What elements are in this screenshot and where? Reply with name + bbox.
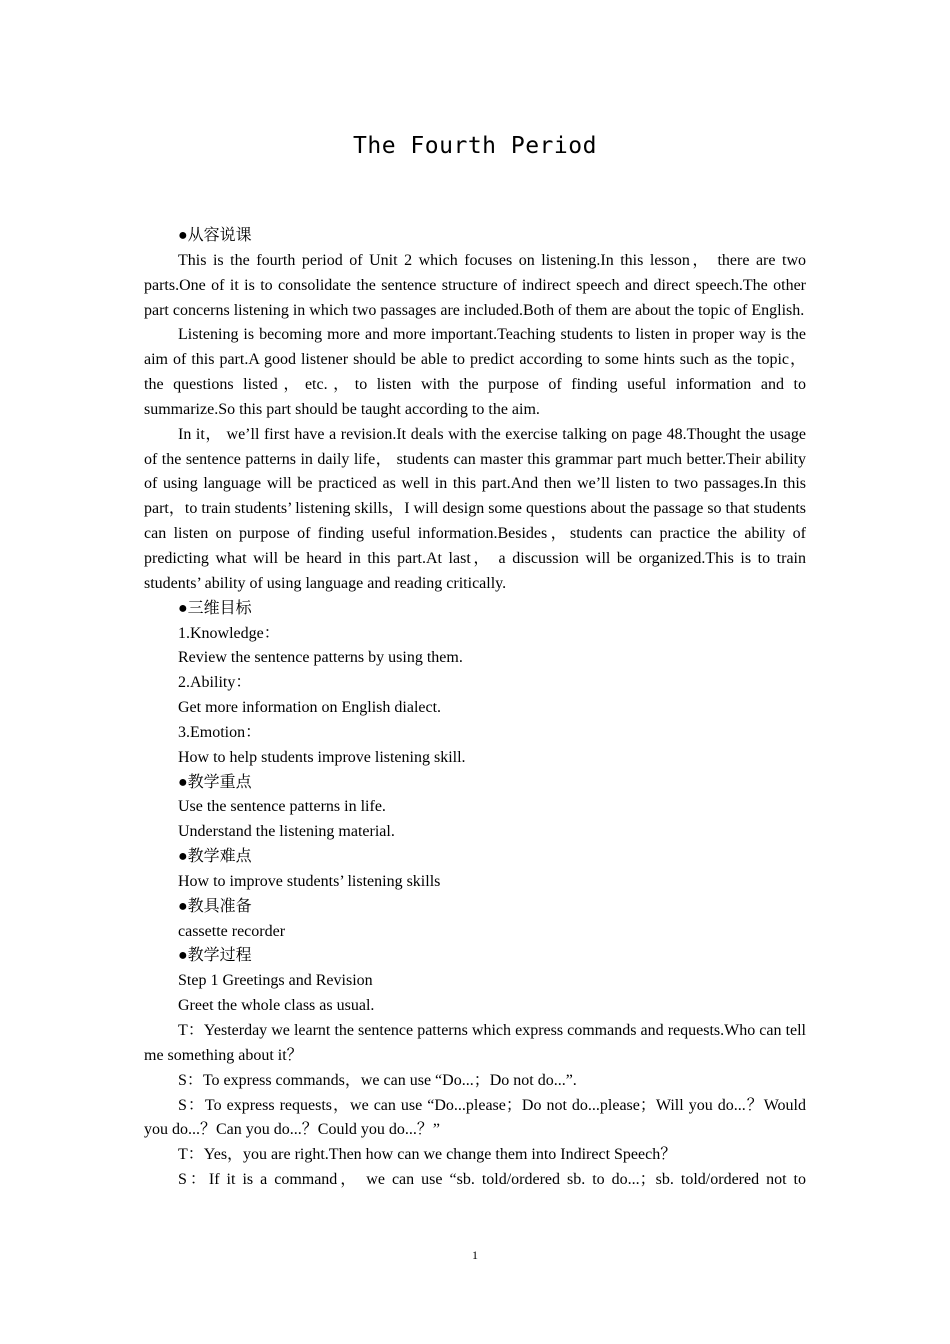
paragraph-revision: In it， we’ll first have a revision.It deals with the exercise talking on page 48.Thought the usage of the sentence patterns in daily life， students can master this grammar part much better.Their ability of using language will be practiced as well in this part.And then we’ll listen to two passages.In this part，to train students’ listening skills，I will design some questions about the passage so that students can listen on purpose of finding useful information.Besides，students can practice the ability of predicting what will be heard in this part.At last， a discussion will be organized.This is to train students’ ability of using language and reading critically. — [144, 425, 807, 592]
section-heading-objectives: ●三维目标 — [178, 599, 252, 617]
section-heading-difficulties: ●教学难点 — [178, 848, 252, 866]
page-number: 1 — [472, 1248, 478, 1262]
dialogue-line: S：To express requests，we can use “Do...please；Do not do...please；Will you do...？Would you do...？Can you do...？Could you do...？” — [144, 1096, 806, 1139]
dialogue-line: S：If it is a command， we can use “sb. told/ordered sb. to do...；sb. told/ordered not to — [178, 1171, 806, 1189]
objective-emotion-text: How to help students improve listening skill. — [178, 748, 466, 766]
paragraph-listening: Listening is becoming more and more important.Teaching students to listen in proper way is the aim of this part.A good listener should be able to predict according to some hints such as the topic，the questions listed，etc.，to listen with the purpose of finding useful information and to summarize.So this part should be taught according to the aim. — [144, 326, 806, 418]
section-heading-procedure: ●教学过程 — [178, 947, 252, 965]
objective-knowledge-text: Review the sentence patterns by using them. — [178, 649, 463, 667]
key-point-2: Understand the listening material. — [178, 823, 395, 841]
dialogue-line: T：Yes，you are right.Then how can we change them into Indirect Speech？ — [178, 1146, 677, 1164]
teaching-aid-1: cassette recorder — [178, 922, 286, 940]
objective-ability-text: Get more information on English dialect. — [178, 699, 442, 717]
section-heading-key-points: ●教学重点 — [178, 773, 252, 791]
section-heading-course-talk: ●从容说课 — [178, 227, 252, 244]
objective-knowledge-label: 1.Knowledge： — [178, 624, 280, 642]
step-1-greet: Greet the whole class as usual. — [178, 997, 375, 1015]
page-title: The Fourth Period — [353, 133, 597, 159]
document-body — [144, 224, 806, 1193]
objective-emotion-label: 3.Emotion： — [178, 723, 262, 741]
difficulty-1: How to improve students’ listening skills — [178, 872, 441, 890]
dialogue-line: S：To express commands，we can use “Do...；Do not do...”. — [178, 1071, 577, 1089]
dialogue-line: T：Yesterday we learnt the sentence patterns which express commands and requests.Who can tell me something about it？ — [144, 1022, 806, 1064]
paragraph-intro: This is the fourth period of Unit 2 which focuses on listening.In this lesson， there are two parts.One of it is to consolidate the sentence structure of indirect speech and direct speech.The other part concerns listening in which two passages are included.Both of them are about the topic of English. — [144, 251, 806, 319]
objective-ability-label: 2.Ability： — [178, 674, 252, 692]
step-1-heading: Step 1 Greetings and Revision — [178, 972, 373, 990]
section-heading-teaching-aids: ●教具准备 — [178, 897, 252, 915]
key-point-1: Use the sentence patterns in life. — [178, 798, 386, 816]
